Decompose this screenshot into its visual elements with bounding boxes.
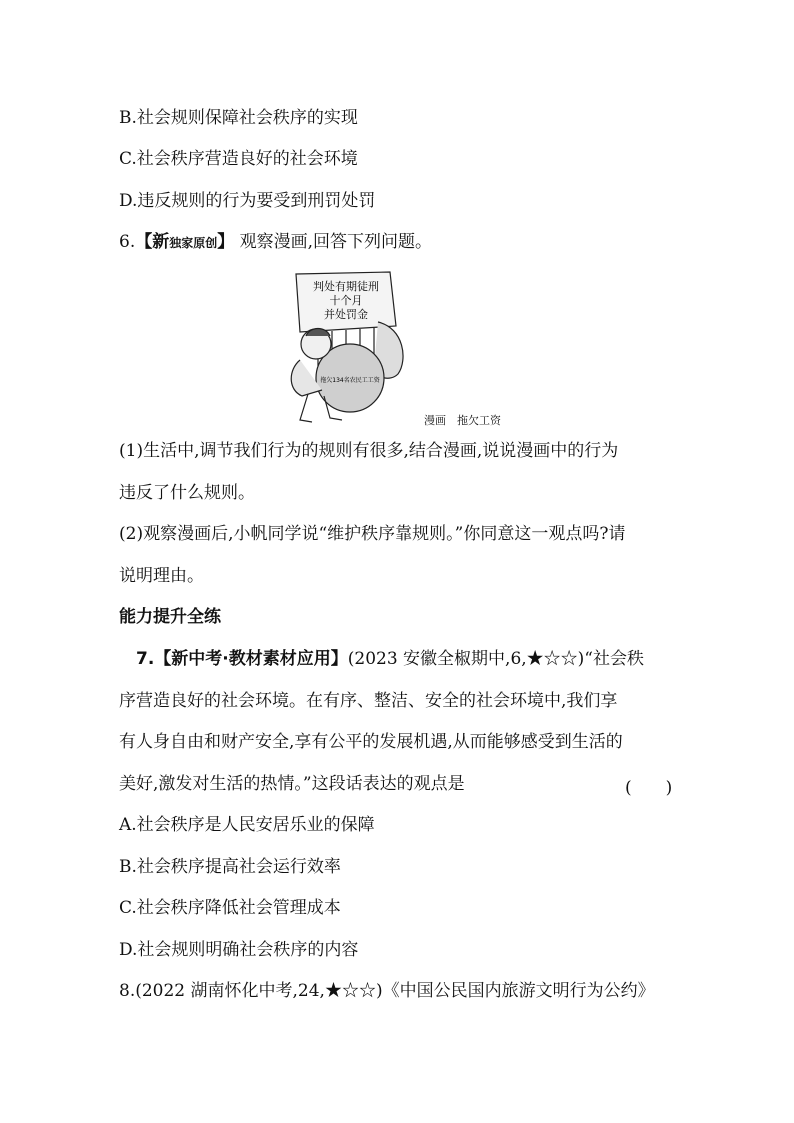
q8-line1: 8.(2022 湖南怀化中考,24,★☆☆)《中国公民国内旅游文明行为公约》 [119, 981, 655, 1001]
q7-line3: 有人身自由和财产安全,享有公平的发展机遇,从而能够感受到生活的 [119, 732, 623, 752]
q7-line1 [136, 648, 644, 670]
sign-line-1: 判处有期徒刑 [313, 280, 379, 293]
sign-line-2: 十个月 [329, 294, 363, 307]
cartoon-caption: 漫画 拖欠工资 [424, 414, 501, 427]
sign-line-3: 并处罚金 [324, 308, 368, 321]
q6-number: 6. [119, 232, 136, 252]
q5-option-c: C.社会秩序营造良好的社会环境 [119, 149, 358, 169]
q6-tag-sub: 独家原创 [169, 236, 218, 250]
cartoon-illustration [278, 270, 410, 428]
q6-prompt: 观察漫画,回答下列问题。 [239, 232, 433, 252]
q6-sub1-line1: (1)生活中,调节我们行为的规则有很多,结合漫画,说说漫画中的行为 [119, 441, 619, 461]
q7-lead: 7.【新中考·教材素材应用】 [136, 649, 348, 669]
q6-sub2-line1: (2)观察漫画后,小帆同学说“维护秩序靠规则。”你同意这一观点吗?请 [119, 524, 626, 544]
q7-option-b: B.社会秩序提高社会运行效率 [119, 857, 341, 877]
bag-label: 拖欠134名农民工工资 [320, 377, 380, 384]
q7-option-c: C.社会秩序降低社会管理成本 [119, 898, 341, 918]
q6-heading [119, 231, 432, 254]
q5-option-b: B.社会规则保障社会秩序的实现 [119, 108, 358, 128]
q7-answer-paren: ( ) [625, 778, 673, 798]
q5-option-d: D.违反规则的行为要受到刑罚处罚 [119, 191, 376, 211]
q7-option-d: D.社会规则明确社会秩序的内容 [119, 940, 359, 960]
q7-line4: 美好,激发对生活的热情。”这段话表达的观点是 [119, 774, 465, 794]
q7-line2: 序营造良好的社会环境。在有序、整洁、安全的社会环境中,我们享 [119, 691, 618, 711]
q7-option-a: A.社会秩序是人民安居乐业的保障 [119, 815, 375, 835]
q6-sub2-line2: 说明理由。 [119, 566, 204, 586]
section-title: 能力提升全练 [119, 607, 221, 627]
q7-line1-rest: (2023 安徽全椒期中,6,★☆☆)“社会秩 [347, 649, 644, 669]
q6-sub1-line2: 违反了什么规则。 [119, 483, 255, 503]
q6-tag: 【新独家原创】 [135, 232, 235, 252]
